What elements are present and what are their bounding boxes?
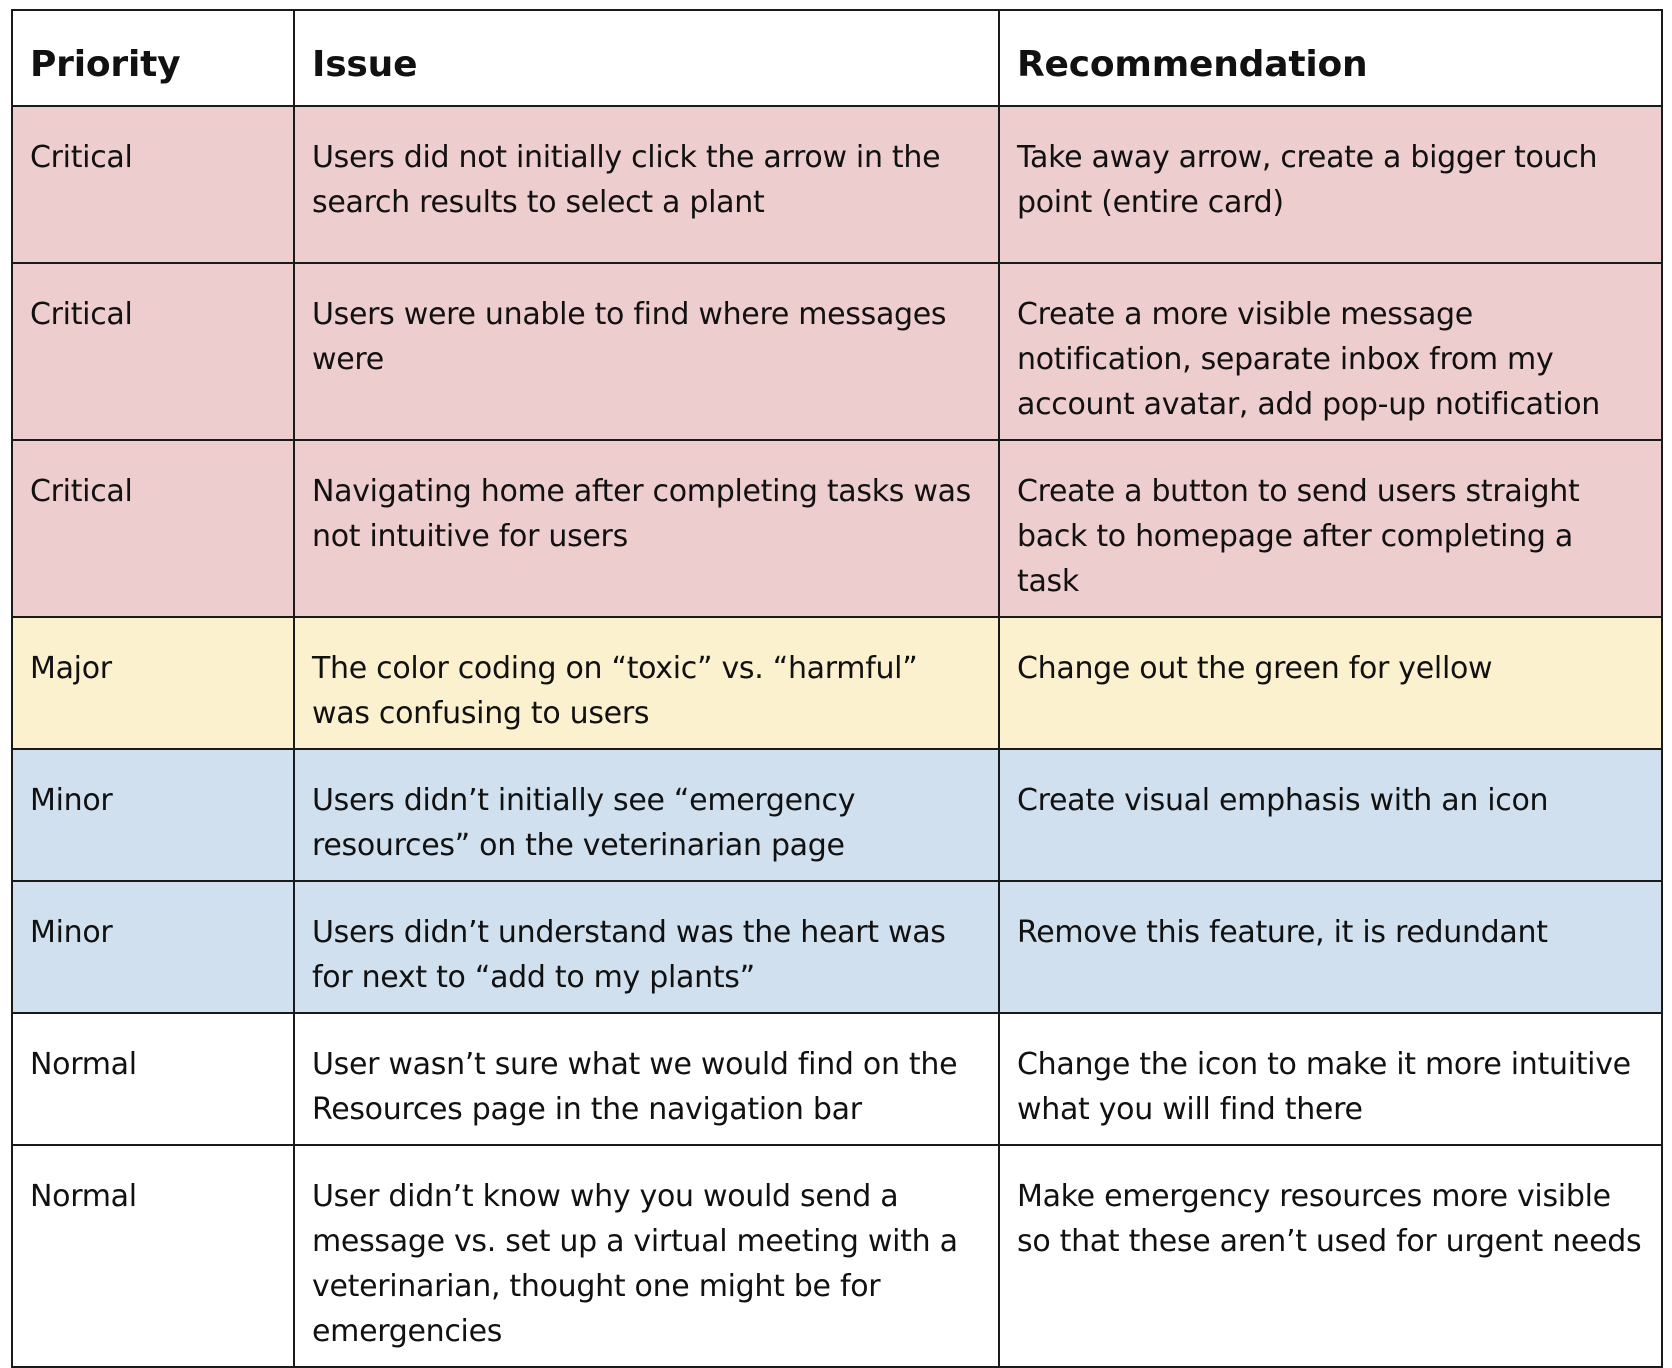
header-priority: Priority (12, 10, 294, 106)
table-row (12, 617, 1662, 749)
issue-cell: User didn’t know why you would send a message vs. set up a virtual meeting with a veterinarian, thought one might be for emergencies (294, 1145, 999, 1367)
issue-cell: Navigating home after completing tasks was not intuitive for users (294, 440, 999, 617)
issue-cell: The color coding on “toxic” vs. “harmful” was confusing to users (294, 617, 999, 749)
priority-cell: Major (12, 617, 294, 749)
priority-cell: Normal (12, 1145, 294, 1367)
issue-cell: Users didn’t initially see “emergency resources” on the veterinarian page (294, 749, 999, 881)
recommendation-cell: Take away arrow, create a bigger touch point (entire card) (999, 106, 1662, 263)
table-row (12, 1145, 1662, 1367)
table-row (12, 881, 1662, 1013)
issue-cell: Users did not initially click the arrow in the search results to select a plant (294, 106, 999, 263)
priority-cell: Critical (12, 263, 294, 440)
table-row (12, 749, 1662, 881)
issue-cell: Users didn’t understand was the heart was for next to “add to my plants” (294, 881, 999, 1013)
priority-cell: Minor (12, 749, 294, 881)
issue-cell: Users were unable to find where messages were (294, 263, 999, 440)
recommendation-cell: Remove this feature, it is redundant (999, 881, 1662, 1013)
table-row (12, 106, 1662, 263)
header-issue: Issue (294, 10, 999, 106)
table-row (12, 440, 1662, 617)
priority-cell: Critical (12, 440, 294, 617)
table-row (12, 1013, 1662, 1145)
table-row (12, 263, 1662, 440)
recommendation-cell: Change out the green for yellow (999, 617, 1662, 749)
priority-cell: Critical (12, 106, 294, 263)
priority-cell: Normal (12, 1013, 294, 1145)
recommendation-cell: Make emergency resources more visible so that these aren’t used for urgent needs (999, 1145, 1662, 1367)
table-header-row (12, 10, 1662, 106)
usability-findings-table (11, 9, 1663, 1368)
issue-cell: User wasn’t sure what we would find on the Resources page in the navigation bar (294, 1013, 999, 1145)
header-recommendation: Recommendation (999, 10, 1662, 106)
recommendation-cell: Create a more visible message notification, separate inbox from my account avatar, add pop-up notification (999, 263, 1662, 440)
priority-cell: Minor (12, 881, 294, 1013)
recommendation-cell: Create a button to send users straight back to homepage after completing a task (999, 440, 1662, 617)
recommendation-cell: Create visual emphasis with an icon (999, 749, 1662, 881)
recommendation-cell: Change the icon to make it more intuitive what you will find there (999, 1013, 1662, 1145)
